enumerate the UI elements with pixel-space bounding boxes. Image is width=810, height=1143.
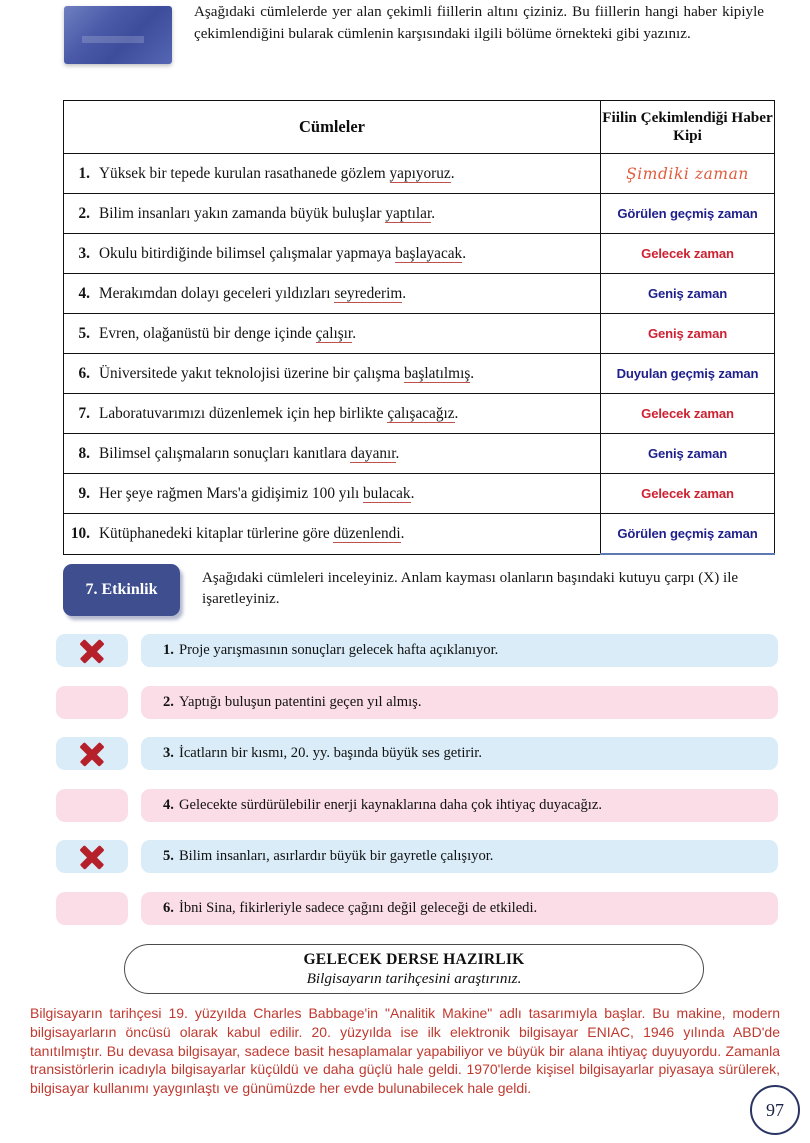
sentence-prefix: Bilim insanları yakın zamanda büyük buluşlar — [99, 204, 386, 222]
sentence-suffix: . — [454, 404, 459, 422]
sentence-cell — [64, 154, 601, 194]
sentence-cell — [64, 354, 601, 394]
table-row — [64, 354, 775, 394]
row-number: 6. — [78, 364, 90, 382]
check-item-text: Proje yarışmasının sonuçları gelecek hafta açıklanıyor. — [178, 642, 499, 658]
answer-text: Geniş zaman — [647, 326, 728, 341]
sentence-prefix: Her şeye rağmen Mars'a gidişimiz 100 yılı — [99, 484, 364, 502]
sentence-suffix: . — [352, 324, 357, 342]
top-instruction-block — [0, 0, 810, 92]
underlined-verb: bulacak — [363, 484, 411, 502]
checkbox-3[interactable] — [56, 737, 128, 770]
sentence-suffix: . — [462, 244, 467, 262]
underlined-verb: dayanır — [350, 444, 396, 462]
next-lesson-prep-box — [124, 944, 704, 994]
sentence-prefix: Bilimsel çalışmaların sonuçları kanıtlara — [99, 444, 351, 462]
check-item — [56, 686, 778, 719]
sentence-prefix: Yüksek bir tepede kurulan rasathanede gözlem — [99, 164, 390, 182]
check-item — [56, 840, 778, 873]
page-number: 97 — [750, 1085, 800, 1135]
check-item-number: 1. — [163, 642, 174, 658]
verb-tense-table — [63, 100, 774, 555]
activity-7-item-list — [56, 634, 778, 943]
table-row — [64, 514, 775, 555]
sentence-suffix: . — [402, 284, 407, 302]
underlined-verb: başlayacak — [395, 244, 463, 262]
answer-cell[interactable] — [601, 434, 775, 474]
answer-cell[interactable] — [601, 474, 775, 514]
sentence-suffix: . — [400, 524, 405, 542]
sentence-prefix: Merakımdan dolayı geceleri yıldızları — [99, 284, 335, 302]
sentence-text — [99, 205, 600, 223]
check-item-sentence — [141, 892, 778, 925]
check-item-number: 3. — [163, 745, 174, 761]
answer-text: Görülen geçmiş zaman — [617, 526, 758, 541]
x-cross-icon — [77, 842, 107, 872]
answer-text: Geniş zaman — [647, 286, 728, 301]
answer-text: Geniş zaman — [647, 446, 728, 461]
checkbox-5[interactable] — [56, 840, 128, 873]
row-number: 7. — [78, 404, 90, 422]
sentence-prefix: Üniversitede yakıt teknolojisi üzerine bir çalışma — [99, 364, 404, 382]
table-header-row — [64, 101, 775, 154]
check-item-number: 5. — [163, 848, 174, 864]
sentence-suffix: . — [450, 164, 455, 182]
row-number: 9. — [78, 484, 90, 502]
underlined-verb: düzenlendi — [333, 524, 401, 542]
sentence-text — [99, 405, 600, 423]
sentence-cell — [64, 394, 601, 434]
top-instruction-text: Aşağıdaki cümlelerde yer alan çekimli fiillerin altını çiziniz. Bu fiillerin hangi haber kipiyle çekimlendiğini bularak cümlenin karşısındaki ilgili bölüme örnekteki gibi yazınız. — [194, 4, 764, 42]
check-item-number: 2. — [163, 693, 174, 710]
sentence-text — [99, 285, 600, 303]
row-number: 3. — [78, 244, 90, 262]
book-cover-thumbnail — [64, 6, 172, 64]
sentence-text — [99, 485, 600, 503]
x-cross-icon — [77, 739, 107, 769]
checkbox-6[interactable] — [56, 892, 128, 925]
activity-7-header — [63, 564, 774, 616]
sentence-cell — [64, 434, 601, 474]
sentence-cell — [64, 514, 601, 555]
answer-text: Gelecek zaman — [641, 246, 734, 261]
row-number: 1. — [78, 164, 90, 182]
sentence-suffix: . — [470, 364, 475, 382]
check-item-sentence — [141, 789, 778, 822]
sentence-text — [99, 245, 600, 263]
sentence-cell — [64, 274, 601, 314]
answer-cell[interactable] — [601, 354, 775, 394]
sentence-text — [99, 525, 600, 543]
underlined-verb: yaptılar — [385, 204, 432, 222]
check-item-text: İbni Sina, fikirleriyle sadece çağını değil geleceği de etkiledi. — [178, 899, 538, 916]
check-item-text: İcatların bir kısmı, 20. yy. başında büyük ses getirir. — [178, 745, 482, 761]
check-item — [56, 789, 778, 822]
table-row — [64, 314, 775, 354]
checkbox-4[interactable] — [56, 789, 128, 822]
sentence-suffix: . — [395, 444, 400, 462]
sentence-cell — [64, 474, 601, 514]
answer-text: Gelecek zaman — [641, 406, 734, 421]
row-number: 10. — [70, 524, 90, 542]
answer-text: Duyulan geçmiş zaman — [616, 366, 759, 381]
sentence-text — [99, 445, 600, 463]
row-number: 5. — [78, 324, 90, 342]
answer-text: Gelecek zaman — [641, 486, 734, 501]
check-item-sentence — [141, 840, 778, 873]
table-row — [64, 234, 775, 274]
sentence-suffix: . — [431, 204, 436, 222]
underlined-verb: seyrederim — [334, 284, 403, 302]
answer-cell[interactable] — [601, 314, 775, 354]
answer-cell[interactable] — [601, 154, 775, 194]
table-row — [64, 474, 775, 514]
sentence-text — [99, 165, 600, 183]
check-item-number: 4. — [163, 796, 174, 813]
sentence-prefix: Evren, olağanüstü bir denge içinde — [99, 324, 316, 342]
sentence-prefix: Laboratuvarımızı düzenlemek için hep birlikte — [99, 404, 388, 422]
answer-example-handwritten: Şimdiki zaman — [626, 164, 749, 183]
sentence-cell — [64, 234, 601, 274]
prep-subtitle: Bilgisayarın tarihçesini araştırınız. — [306, 969, 522, 987]
column-header-sentences: Cümleler — [64, 101, 601, 154]
checkbox-1[interactable] — [56, 634, 128, 667]
table-row — [64, 394, 775, 434]
sentence-cell — [64, 314, 601, 354]
check-item — [56, 737, 778, 770]
check-item-sentence — [141, 737, 778, 770]
answer-cell[interactable] — [601, 194, 775, 234]
check-item-number: 6. — [163, 899, 174, 916]
answer-cell[interactable] — [601, 274, 775, 314]
row-number: 8. — [78, 444, 90, 462]
check-item-text: Bilim insanları, asırlardır büyük bir gayretle çalışıyor. — [178, 848, 494, 864]
prep-title: GELECEK DERSE HAZIRLIK — [303, 950, 525, 968]
check-item-sentence — [141, 634, 778, 667]
activity-badge: 7. Etkinlik — [63, 564, 180, 616]
underlined-verb: çalışacağız — [387, 404, 455, 422]
check-item-sentence — [141, 686, 778, 719]
answer-cell[interactable] — [601, 234, 775, 274]
column-header-answer: Fiilin Çekimlendiği Haber Kipi — [601, 101, 775, 154]
sentence-text — [99, 325, 600, 343]
checkbox-2[interactable] — [56, 686, 128, 719]
sentence-text — [99, 365, 600, 383]
check-item — [56, 892, 778, 925]
table-row — [64, 274, 775, 314]
answer-text: Görülen geçmiş zaman — [617, 206, 758, 221]
row-number: 4. — [78, 284, 90, 302]
check-item — [56, 634, 778, 667]
x-cross-icon — [77, 636, 107, 666]
underlined-verb: çalışır — [315, 324, 353, 342]
sentence-suffix: . — [410, 484, 415, 502]
answer-paragraph: Bilgisayarın tarihçesi 19. yüzyılda Charles Babbage'in "Analitik Makine" adlı tasarımıyla başlar. Bu makine, modern bilgisayarların öncüsü olarak kabul edilir. 20. yüzyılda ise ilk elektronik bilgisayar ENIAC, 1946 yılında ABD'de tanıtılmıştır. Bu devasa bilgisayar, sadece basit hesaplamalar yapabiliyor ve büyük bir alana ihtiyaç duyuyordu. Zamanla transistörlerin icadıyla bilgisayarlar küçüldü ve daha güçlü hale geldi. 1970'lerde kişisel bilgisayarlar piyasaya sürülerek, bilgisayar kullanımı yaygınlaştı ve günümüzde her evde bulunabilecek hale geldi. — [30, 1005, 780, 1097]
sentence-prefix: Okulu bitirdiğinde bilimsel çalışmalar yapmaya — [99, 244, 396, 262]
table-row — [64, 154, 775, 194]
underlined-verb: başlatılmış — [404, 364, 471, 382]
table-row — [64, 434, 775, 474]
underlined-verb: yapıyoruz — [389, 164, 451, 182]
sentence-prefix: Kütüphanedeki kitaplar türlerine göre — [99, 524, 334, 542]
answer-cell[interactable] — [601, 394, 775, 434]
activity-instruction: Aşağıdaki cümleleri inceleyiniz. Anlam kayması olanların başındaki kutuyu çarpı (X) ile işaretleyiniz. — [202, 570, 739, 608]
answer-cell[interactable] — [601, 514, 775, 555]
check-item-text: Gelecekte sürdürülebilir enerji kaynaklarına daha çok ihtiyaç duyacağız. — [178, 796, 602, 813]
table-row — [64, 194, 775, 234]
check-item-text: Yaptığı buluşun patentini geçen yıl almış. — [178, 693, 422, 710]
sentence-cell — [64, 194, 601, 234]
row-number: 2. — [78, 204, 90, 222]
